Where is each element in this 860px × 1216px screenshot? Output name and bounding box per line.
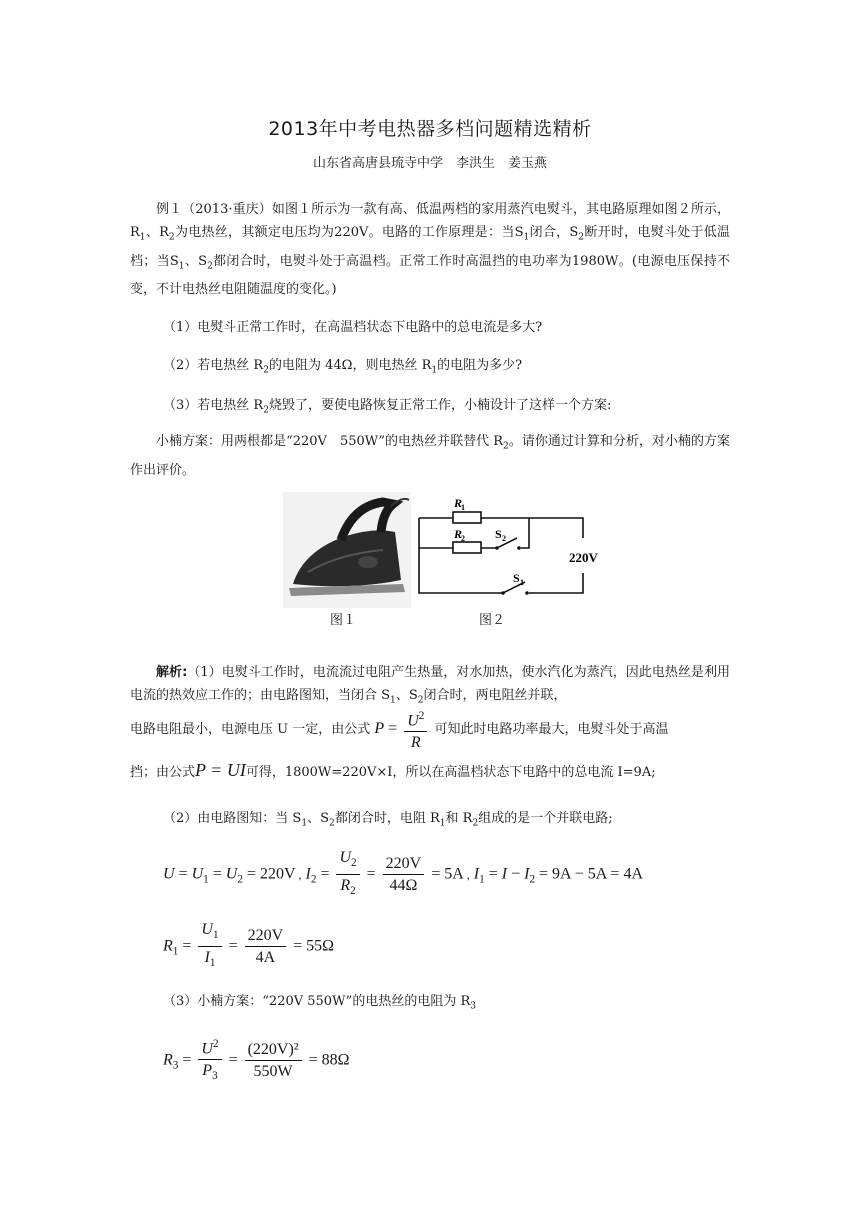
example-text: 例１（2013·重庆）如图１所示为一款有高、低温两档的家用蒸汽电熨斗，其电路原理如图２所示，R [130,202,730,240]
analysis-text: 可知此时电路功率最大，电熨斗处于高温 [434,722,669,737]
question-text: （2）若电热丝 R [163,358,264,373]
example-text: 、S [184,253,208,269]
plan-text: 小楠方案：用两根都是“220V 550W”的电热丝并联替代 R [156,434,504,449]
subscript: 1 [523,232,530,243]
label-r1-sub: 1 [461,503,465,512]
plan-text: 。请你通过计算和分析，对小楠的方案作出评价。 [130,434,730,478]
example-text: 都闭合时，电熨斗处于高温档。正常工作时高温挡的电功率为1980W。(电源电压保持不变，不计电热丝电阻随温度的变化。) [130,253,731,298]
subscript: 2 [207,261,213,272]
page-title: 2013年中考电热器多档问题精选精析 [268,118,592,140]
analysis-part-3 [163,990,476,1012]
analysis-text: （2）由电路图知：当 S [163,811,302,826]
analysis-text: 挡；由公式 [130,765,196,780]
subscript: 1 [431,365,438,376]
i2-result: = 5A [431,865,464,883]
example-text: 为电热丝，其额定电压均为220V。电路的工作原理是：当S [174,225,524,240]
r3-result: = 88Ω [308,1051,350,1069]
plan-paragraph [130,430,730,482]
subscript: 2 [578,232,585,243]
formula-r1: $R_1$ = $\frac{U_1}{I_1}$ = $\frac{220V}{4A}$ = 55Ω [163,921,335,970]
question-text: 烧毁了，要使电路恢复正常工作，小楠设计了这样一个方案: [269,398,612,413]
question-1: （1）电熨斗正常工作时，在高温档状态下电路中的总电流是多大? [163,320,543,335]
formula-power-ui: P = UI [195,760,246,780]
r1-numerator: 220V [245,926,287,947]
r3-denominator: 550W [253,1063,293,1081]
example-text: 闭合，S [529,225,579,240]
subscript: 2 [472,818,479,829]
subscript: 1 [301,818,308,829]
circuit-diagram [419,512,583,593]
analysis-text: 闭合时，两电阻丝并联， [423,688,567,703]
r1-result: = 55Ω [293,937,335,955]
analysis-paragraph [130,661,730,713]
r1-denominator: 4A [255,949,276,967]
subscript: 2 [168,232,175,243]
analysis-text: 可得，1800W=220V×I，所以在高温档状态下电路中的总电流 I=9A; [245,765,656,780]
analysis-text: （1）电熨斗工作时，电流流过电阻产生热量，对水加热，使水汽化为蒸汽，因此电热丝是利用电流的热效应工作的；由电路图知，当闭合 S [130,665,730,703]
example-text: 断开时，电熨斗处于低温档；当S [130,225,731,269]
analysis-text: 组成的是一个并联电路; [478,811,613,826]
figure-area [283,492,603,608]
subscript: 2 [503,441,509,452]
circuit-nodes [495,546,529,595]
iron-photo [283,492,411,608]
figure-svg [283,492,603,608]
subscript: 2 [263,365,269,376]
caption-figure-2: 图２ [479,613,506,628]
label-s2-sub: 2 [502,534,506,543]
question-text: 的电阻为多少? [437,358,523,373]
subscript: 2 [417,695,424,706]
formula-r3: $R_3$ = $\frac{U^2}{P_3}$ = $\frac{\text{(220V)²}}{550W}$ = 88Ω [163,1035,350,1087]
formula-power-u2-r: P = $\frac{U^2}{R}$ [374,720,430,737]
label-voltage: 220V [569,550,598,565]
analysis-text: （3）小楠方案：“220V 550W”的电热丝的电阻为 R [163,994,471,1009]
analysis-text: 都闭合时，电阻 R [334,811,440,826]
subscript: 2 [329,818,335,829]
label-s2: S [495,527,502,541]
resistor-r2 [453,542,481,553]
analysis-text: 、S [395,688,418,703]
formula-line-1: $U = U_1 = U_2 = 220V$ , $I_2$ = $\frac{U_2}{R_2}$ = $\frac{220V}{44\Omega}$ = 5A , $I_1 = I - I_2 = 9A - 5A = 4A$ [163,849,643,898]
subscript: 1 [139,232,146,243]
author-line: 山东省高唐县琉寺中学 李洪生 姜玉燕 [312,156,547,171]
question-3 [163,394,611,416]
analysis-line-2 [130,706,669,753]
label-s1: S [513,571,520,585]
subscript: 1 [390,695,396,706]
label-r2-sub: 2 [461,534,465,543]
subscript: 2 [263,405,269,416]
question-text: （3）若电热丝 R [163,398,264,413]
resistor-r1 [453,512,481,523]
label-r2: R [454,527,463,541]
analysis-text: 和 R [445,811,473,826]
question-text: 的电阻为 44Ω，则电热丝 R [269,358,432,373]
label-s1-sub: 1 [520,578,524,587]
example-text: 、R [145,225,169,240]
analysis-text: 电路电阻最小，电源电压 U 一定，由公式 [130,722,371,737]
subscript: 1 [178,261,185,272]
i2-denominator: 44Ω [389,877,418,895]
subscript: 1 [439,818,446,829]
i2-numerator: 220V [383,854,425,875]
analysis-line-3 [130,760,656,781]
question-2 [163,354,522,376]
caption-figure-1: 图１ [330,613,357,628]
analysis-part-2 [163,807,613,829]
analysis-label: 解析: [156,665,188,680]
r3-numerator: (220V)² [245,1040,302,1061]
analysis-text: 、S [307,811,330,826]
label-r1: R [454,496,463,510]
example-paragraph [130,198,730,301]
subscript: 3 [470,1001,477,1012]
